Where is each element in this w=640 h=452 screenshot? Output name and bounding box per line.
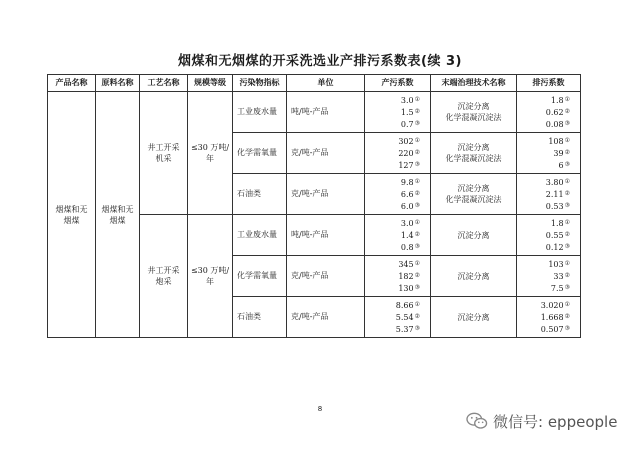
column-header: 规模等级 (188, 75, 233, 92)
coefficient-value (365, 94, 430, 106)
coefficient-value (365, 323, 430, 335)
value-number: 3.80 (545, 178, 564, 187)
treatment-tech-cell (431, 215, 517, 256)
value-number: 0.62 (545, 108, 564, 117)
scale-cell (188, 92, 233, 215)
value-number: 3.0 (400, 219, 414, 228)
watermark (466, 410, 617, 432)
cell-line: ≤30 万吨/ (190, 143, 230, 152)
coefficient-value (517, 258, 580, 270)
value-marker: ① (414, 260, 420, 267)
value-marker: ② (564, 149, 570, 156)
cell-line: 化学混凝沉淀法 (445, 195, 502, 204)
pollutant-cell: 化学需氧量 (233, 133, 287, 174)
coefficient-value (365, 258, 430, 270)
generation-coefficient-cell (365, 174, 431, 215)
value-number: 0.55 (545, 231, 564, 240)
cell-line: 沉淀分离 (457, 230, 490, 240)
coefficient-value (365, 282, 430, 294)
value-number: 3.020 (540, 301, 564, 310)
column-header: 单位 (287, 75, 365, 92)
value-number: 8.66 (395, 301, 414, 310)
coefficient-value (517, 270, 580, 282)
wechat-icon (466, 411, 488, 431)
value-marker: ③ (414, 243, 420, 250)
cell-line: 沉淀分离 (457, 102, 490, 111)
header-row (48, 75, 581, 92)
cell-line: 机采 (155, 154, 172, 163)
coefficient-value (517, 135, 580, 147)
generation-coefficient-cell (365, 215, 431, 256)
coefficient-value (517, 94, 580, 106)
value-marker: ① (414, 178, 420, 185)
value-marker: ① (564, 178, 570, 185)
value-marker: ③ (414, 120, 420, 127)
value-number: 1.5 (400, 108, 414, 117)
coefficient-value (517, 282, 580, 294)
value-marker: ③ (564, 161, 570, 168)
cell-line: 年 (206, 154, 214, 163)
value-marker: ② (414, 149, 420, 156)
value-number: 1.8 (550, 219, 564, 228)
value-marker: ② (414, 231, 420, 238)
pollutant-cell: 化学需氧量 (233, 256, 287, 297)
value-marker: ② (564, 272, 570, 279)
value-marker: ② (564, 108, 570, 115)
value-number: 33 (553, 272, 564, 281)
watermark-text: 微信号: eppeople (493, 412, 618, 431)
value-marker: ② (564, 190, 570, 197)
process-name-cell (140, 215, 188, 338)
coefficient-value (365, 135, 430, 147)
value-number: 1.8 (550, 96, 564, 105)
coefficient-value (365, 229, 430, 241)
value-marker: ② (414, 313, 420, 320)
coefficient-value (517, 176, 580, 188)
coefficient-value (517, 241, 580, 253)
cell-line: 化学混凝沉淀法 (445, 113, 502, 122)
coefficient-value (517, 159, 580, 171)
pollutant-cell: 工业废水量 (233, 92, 287, 133)
column-header: 原料名称 (96, 75, 140, 92)
value-number: 0.8 (400, 243, 414, 252)
pollutant-cell: 工业废水量 (233, 215, 287, 256)
coefficient-value (365, 299, 430, 311)
value-marker: ① (414, 301, 420, 308)
unit-cell: 吨/吨-产品 (287, 215, 365, 256)
unit-cell: 吨/吨-产品 (287, 92, 365, 133)
cell-line: 沉淀分离 (457, 312, 490, 322)
pollutant-cell: 石油类 (233, 174, 287, 215)
table-row (48, 92, 581, 133)
value-marker: ③ (414, 325, 420, 332)
coefficient-value (365, 106, 430, 118)
value-marker: ② (414, 108, 420, 115)
cell-line: 井工开采 (147, 143, 180, 152)
column-header: 末端治理技术名称 (431, 75, 517, 92)
coefficient-value (517, 147, 580, 159)
value-marker: ③ (564, 325, 570, 332)
value-marker: ③ (414, 202, 420, 209)
cell-line: 炮采 (155, 277, 172, 286)
value-number: 2.11 (545, 190, 564, 199)
coefficient-value (517, 229, 580, 241)
value-number: 5.54 (395, 313, 414, 322)
table-title: 烟煤和无烟煤的开采洗选业产排污系数表(续 3) (178, 54, 462, 69)
cell-line: 沉淀分离 (457, 271, 490, 281)
scale-cell (188, 215, 233, 338)
value-number: 345 (398, 260, 414, 269)
treatment-tech-cell (431, 174, 517, 215)
value-marker: ③ (564, 120, 570, 127)
value-number: 39 (553, 149, 564, 158)
value-marker: ② (564, 313, 570, 320)
value-marker: ① (564, 219, 570, 226)
coefficient-value (365, 241, 430, 253)
unit-cell: 克/吨-产品 (287, 133, 365, 174)
coefficient-value (517, 323, 580, 335)
coefficient-value (517, 217, 580, 229)
value-number: 108 (548, 137, 564, 146)
emission-coefficient-cell (517, 92, 581, 133)
value-number: 6.0 (400, 202, 414, 211)
value-number: 5.37 (395, 325, 414, 334)
value-marker: ② (414, 190, 420, 197)
value-marker: ③ (414, 284, 420, 291)
raw-material-cell (96, 92, 140, 338)
value-number: 302 (398, 137, 414, 146)
value-marker: ② (414, 272, 420, 279)
coefficient-value (365, 147, 430, 159)
column-header: 排污系数 (517, 75, 581, 92)
coefficient-value (517, 311, 580, 323)
value-number: 1.4 (400, 231, 414, 240)
emission-coefficient-cell (517, 256, 581, 297)
unit-cell: 克/吨-产品 (287, 297, 365, 338)
process-name-cell (140, 92, 188, 215)
value-number: 6.6 (400, 190, 414, 199)
coefficient-value (517, 106, 580, 118)
coefficient-value (517, 200, 580, 212)
value-marker: ① (414, 96, 420, 103)
coefficient-value (365, 118, 430, 130)
coefficient-value (365, 176, 430, 188)
value-number: 3.0 (400, 96, 414, 105)
treatment-tech-cell (431, 297, 517, 338)
column-header: 工艺名称 (140, 75, 188, 92)
cell-line: 烟煤和无 (55, 204, 88, 214)
cell-line: 沉淀分离 (457, 184, 490, 193)
value-marker: ① (414, 219, 420, 226)
coefficient-value (517, 188, 580, 200)
generation-coefficient-cell (365, 92, 431, 133)
coefficient-value (517, 299, 580, 311)
value-number: 6 (558, 161, 564, 170)
value-marker: ① (564, 137, 570, 144)
unit-cell: 克/吨-产品 (287, 256, 365, 297)
value-number: 0.7 (400, 120, 414, 129)
cell-line: ≤30 万吨/ (190, 266, 230, 275)
value-number: 0.507 (540, 325, 564, 334)
coefficient-value (365, 311, 430, 323)
emission-coefficient-table (47, 74, 581, 338)
value-number: 130 (398, 284, 414, 293)
column-header: 产品名称 (48, 75, 96, 92)
coefficient-value (365, 270, 430, 282)
generation-coefficient-cell (365, 256, 431, 297)
treatment-tech-cell (431, 92, 517, 133)
cell-line: 烟煤和无 (101, 204, 134, 214)
treatment-tech-cell (431, 133, 517, 174)
value-number: 103 (548, 260, 564, 269)
pollutant-cell: 石油类 (233, 297, 287, 338)
value-marker: ③ (564, 243, 570, 250)
coefficient-value (365, 159, 430, 171)
value-number: 9.8 (400, 178, 414, 187)
value-number: 0.53 (545, 202, 564, 211)
emission-coefficient-cell (517, 215, 581, 256)
generation-coefficient-cell (365, 297, 431, 338)
table-body (48, 92, 581, 338)
cell-line: 沉淀分离 (457, 143, 490, 152)
emission-coefficient-cell (517, 133, 581, 174)
value-marker: ① (564, 260, 570, 267)
value-number: 182 (398, 272, 414, 281)
value-marker: ① (564, 301, 570, 308)
value-marker: ③ (564, 202, 570, 209)
column-header: 产污系数 (365, 75, 431, 92)
generation-coefficient-cell (365, 133, 431, 174)
cell-line: 井工开采 (147, 266, 180, 275)
product-name-cell (48, 92, 96, 338)
cell-line: 年 (206, 277, 214, 286)
value-number: 0.08 (545, 120, 564, 129)
emission-coefficient-cell (517, 174, 581, 215)
coefficient-value (365, 188, 430, 200)
value-marker: ③ (414, 161, 420, 168)
coefficient-value (365, 200, 430, 212)
value-number: 220 (398, 149, 414, 158)
cell-line: 化学混凝沉淀法 (445, 154, 502, 163)
value-number: 0.12 (545, 243, 564, 252)
value-number: 127 (398, 161, 414, 170)
value-number: 1.668 (540, 313, 564, 322)
coefficient-value (365, 217, 430, 229)
page-number: 8 (317, 405, 323, 413)
treatment-tech-cell (431, 256, 517, 297)
value-marker: ① (414, 137, 420, 144)
value-marker: ③ (564, 284, 570, 291)
cell-line: 烟煤 (63, 215, 80, 225)
value-number: 7.5 (550, 284, 564, 293)
unit-cell: 克/吨-产品 (287, 174, 365, 215)
column-header: 污染物指标 (233, 75, 287, 92)
value-marker: ② (564, 231, 570, 238)
coefficient-value (517, 118, 580, 130)
cell-line: 烟煤 (109, 215, 126, 225)
emission-coefficient-cell (517, 297, 581, 338)
value-marker: ① (564, 96, 570, 103)
